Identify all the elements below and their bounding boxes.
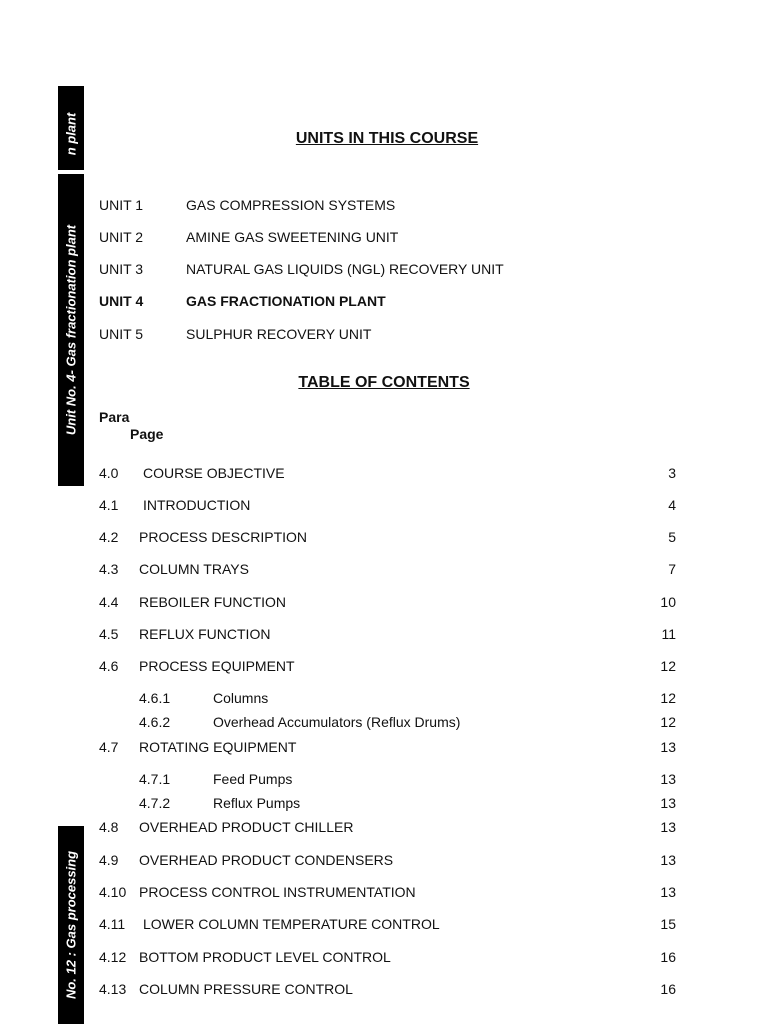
toc-entry[interactable] [0, 739, 768, 757]
toc-entry-page: 4 [668, 497, 676, 513]
toc-subentry[interactable] [0, 690, 768, 708]
toc-entry-title: REFLUX FUNCTION [139, 626, 271, 642]
toc-entry-number: 4.6.1 [139, 690, 171, 706]
toc-entry-number: 4.6 [99, 658, 119, 674]
unit-number: UNIT 1 [99, 197, 144, 213]
sidebar-unit-text: Unit No. 4- Gas fractionation plant [63, 224, 79, 436]
unit-number: UNIT 2 [99, 229, 144, 245]
toc-entry-title: OVERHEAD PRODUCT CHILLER [139, 819, 354, 835]
units-heading: UNITS IN THIS COURSE [295, 130, 479, 147]
toc-entry-title: INTRODUCTION [143, 497, 251, 513]
toc-entry-page: 10 [660, 594, 676, 610]
toc-entry[interactable] [0, 497, 768, 515]
toc-entry-page: 7 [668, 561, 676, 577]
toc-entry-page: 13 [660, 852, 676, 868]
toc-entry-number: 4.0 [99, 465, 119, 481]
toc-entry-title: PROCESS CONTROL INSTRUMENTATION [139, 884, 416, 900]
toc-entry-page: 11 [661, 626, 676, 642]
toc-entry-title: PROCESS DESCRIPTION [139, 529, 308, 545]
toc-entry-number: 4.11 [99, 916, 126, 932]
toc-entry-number: 4.9 [99, 852, 119, 868]
toc-entry-page: 13 [660, 771, 676, 787]
toc-entry-page: 13 [660, 884, 676, 900]
toc-entry[interactable] [0, 529, 768, 547]
toc-entry[interactable] [0, 819, 768, 837]
toc-entry-page: 12 [660, 714, 676, 730]
toc-entry[interactable] [0, 884, 768, 902]
toc-entry-title: Overhead Accumulators (Reflux Drums) [213, 714, 461, 730]
toc-entry-page: 13 [660, 795, 676, 811]
toc-entry-number: 4.10 [99, 884, 127, 900]
toc-entry-title: COURSE OBJECTIVE [143, 465, 285, 481]
sidebar-top-text: n plant [63, 112, 79, 156]
toc-entry-title: Feed Pumps [213, 771, 293, 787]
toc-entry-page: 16 [660, 981, 676, 997]
toc-entry-title: LOWER COLUMN TEMPERATURE CONTROL [143, 916, 440, 932]
toc-entry-page: 12 [660, 690, 676, 706]
toc-heading: TABLE OF CONTENTS [298, 374, 470, 391]
toc-entry[interactable] [0, 594, 768, 612]
toc-entry-title: COLUMN TRAYS [139, 561, 249, 577]
toc-entry-page: 13 [660, 739, 676, 755]
toc-entry-title: BOTTOM PRODUCT LEVEL CONTROL [139, 949, 391, 965]
toc-entry[interactable] [0, 465, 768, 483]
unit-name: NATURAL GAS LIQUIDS (NGL) RECOVERY UNIT [186, 261, 504, 277]
toc-entry-number: 4.8 [99, 819, 119, 835]
toc-entry-page: 12 [660, 658, 676, 674]
toc-entry[interactable] [0, 916, 768, 934]
page-column-label: Page [130, 426, 164, 442]
unit-number: UNIT 5 [99, 326, 144, 342]
toc-entry-page: 3 [668, 465, 676, 481]
toc-subentry[interactable] [0, 714, 768, 732]
unit-number: UNIT 4 [99, 293, 144, 309]
unit-name: SULPHUR RECOVERY UNIT [186, 326, 372, 342]
toc-entry-page: 15 [660, 916, 676, 932]
toc-entry-number: 4.1 [99, 497, 119, 513]
toc-entry-number: 4.13 [99, 981, 127, 997]
toc-entry-title: REBOILER FUNCTION [139, 594, 287, 610]
toc-entry[interactable] [0, 626, 768, 644]
toc-entry-title: Columns [213, 690, 269, 706]
sidebar-tab-unit [58, 174, 84, 486]
toc-entry-title: OVERHEAD PRODUCT CONDENSERS [139, 852, 394, 868]
sidebar-course-text: No. 12 : Gas processing [63, 850, 79, 1000]
toc-subentry[interactable] [0, 771, 768, 789]
toc-entry-title: Reflux Pumps [213, 795, 301, 811]
toc-entry-page: 5 [668, 529, 676, 545]
toc-entry-title: PROCESS EQUIPMENT [139, 658, 295, 674]
toc-entry[interactable] [0, 561, 768, 579]
toc-entry-title: COLUMN PRESSURE CONTROL [139, 981, 353, 997]
toc-entry-number: 4.12 [99, 949, 127, 965]
toc-entry-number: 4.7.2 [139, 795, 171, 811]
toc-entry-title: ROTATING EQUIPMENT [139, 739, 297, 755]
toc-entry[interactable] [0, 852, 768, 870]
toc-entry[interactable] [0, 658, 768, 676]
toc-entry[interactable] [0, 981, 768, 999]
unit-name: AMINE GAS SWEETENING UNIT [186, 229, 399, 245]
toc-entry-number: 4.2 [99, 529, 119, 545]
toc-subentry[interactable] [0, 795, 768, 813]
para-column-label: Para [99, 409, 130, 425]
toc-entry-number: 4.5 [99, 626, 119, 642]
toc-entry-number: 4.7.1 [139, 771, 171, 787]
unit-name: GAS COMPRESSION SYSTEMS [186, 197, 396, 213]
toc-entry-number: 4.6.2 [139, 714, 171, 730]
toc-entry-page: 13 [660, 819, 676, 835]
toc-entry-page: 16 [660, 949, 676, 965]
toc-entry[interactable] [0, 949, 768, 967]
toc-entry-number: 4.7 [99, 739, 119, 755]
unit-number: UNIT 3 [99, 261, 144, 277]
sidebar-tab-top [58, 86, 84, 170]
toc-entry-number: 4.3 [99, 561, 119, 577]
unit-name: GAS FRACTIONATION PLANT [186, 293, 386, 309]
toc-entry-number: 4.4 [99, 594, 119, 610]
